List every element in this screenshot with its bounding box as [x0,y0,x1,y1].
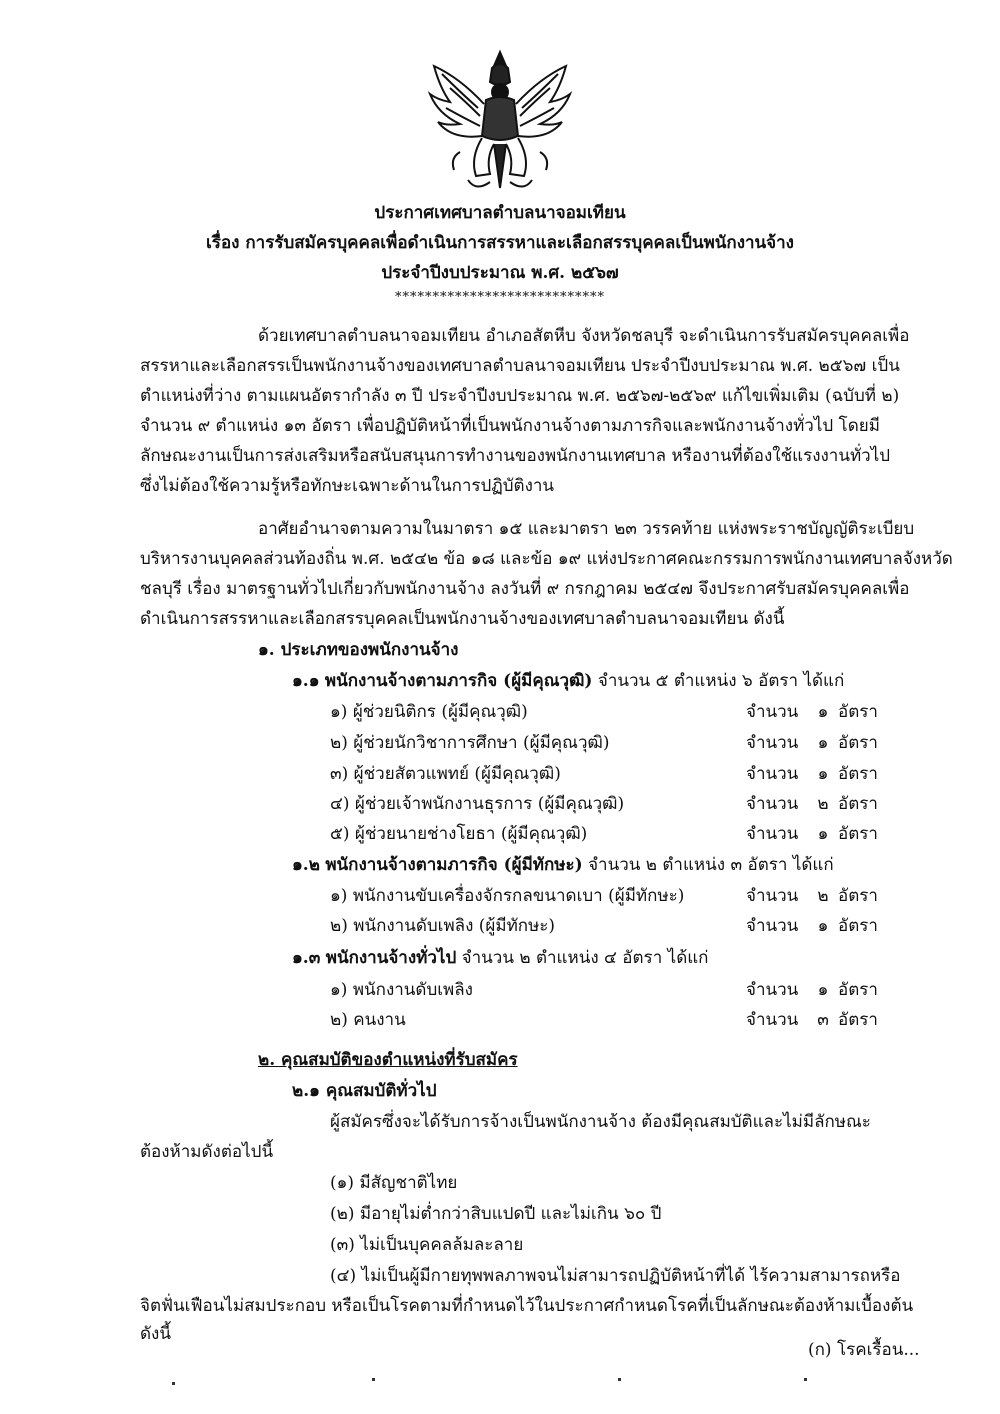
quota-number: ๓ [817,1010,829,1030]
announcement-title: ประกาศเทศบาลตำบลนาจอมเทียน [374,203,626,223]
quota-word: จำนวน [746,794,799,814]
qualification-item: (๓) ไม่เป็นบุคคลล้มละลาย [330,1235,524,1255]
quota-unit: อัตรา [838,824,878,844]
quota-word: จำนวน [746,916,799,936]
position-quota [746,820,878,847]
quota-number: ๑ [817,916,829,936]
group-heading [292,851,834,878]
group-title: พนักงานจ้างตามภารกิจ (ผู้มีทักษะ) [325,855,583,875]
group-title: พนักงานจ้างทั่วไป [325,948,457,968]
quota-word: จำนวน [746,702,799,722]
position-quota [746,976,878,1003]
position-label: ๓) ผู้ช่วยสัตวแพทย์ (ผู้มีคุณวุฒิ) [330,764,561,784]
quota-word: จำนวน [746,886,799,906]
quota-unit: อัตรา [838,764,878,784]
intro-p1-line: จำนวน ๙ ตำแหน่ง ๑๓ อัตรา เพื่อปฏิบัติหน้าที่เป็นพนักงานจ้างตามภารกิจและพนักงานจ้างทั่วไป โดยมี [140,416,880,436]
intro-p2-line: ดำเนินการสรรหาและเลือกสรรบุคคลเป็นพนักงานจ้างของเทศบาลตำบลนาจอมเทียน ดังนี้ [140,609,785,629]
group-heading [292,944,708,971]
intro-p1-line: ด้วยเทศบาลตำบลนาจอมเทียน อำเภอสัตหีบ จังหวัดชลบุรี จะดำเนินการรับสมัครบุคคลเพื่อ [258,326,910,346]
position-label: ๒) พนักงานดับเพลิง (ผู้มีทักษะ) [330,916,556,936]
quota-number: ๑ [817,824,829,844]
position-label: ๒) คนงาน [330,1010,406,1030]
intro-p1-line: สรรหาและเลือกสรรเป็นพนักงานจ้างของเทศบาลตำบลนาจอมเทียน ประจำปีงบประมาณ พ.ศ. ๒๕๖๗ เป็น [140,356,900,376]
group-number: ๑.๓ [292,948,321,968]
position-quota [746,729,878,756]
position-label: ๑) พนักงานขับเครื่องจักรกลขนาดเบา (ผู้มีทักษะ) [330,886,685,906]
quota-word: จำนวน [746,733,799,753]
quota-word: จำนวน [746,764,799,784]
position-quota [746,698,878,725]
quota-number: ๑ [817,702,829,722]
garuda-emblem-icon [420,48,580,198]
scan-speck [804,1378,807,1381]
position-label: ๔) ผู้ช่วยเจ้าพนักงานธุรการ (ผู้มีคุณวุฒิ) [330,794,625,814]
scan-speck [172,1382,175,1385]
intro-p1-line: ตำแหน่งที่ว่าง ตามแผนอัตรากำลัง ๓ ปี ประจำปีงบประมาณ พ.ศ. ๒๕๖๗-๒๕๖๙ แก้ไขเพิ่มเติม (ฉบับที่ ๒) [140,386,900,406]
quota-number: ๑ [817,980,829,1000]
qualification-item: (๔) ไม่เป็นผู้มีกายทุพพลภาพจนไม่สามารถปฏิบัติหน้าที่ได้ ไร้ความสามารถหรือ [330,1266,901,1286]
quota-number: ๒ [817,886,829,906]
section2-subheading: ๒.๑ คุณสมบัติทั่วไป [292,1081,437,1101]
qualification-item: (๒) มีอายุไม่ต่ำกว่าสิบแปดปี และไม่เกิน ๖๐ ปี [330,1204,662,1224]
quota-unit: อัตรา [838,1010,878,1030]
section1-heading: ๑. ประเภทของพนักงานจ้าง [258,640,459,660]
group-number: ๑.๒ [292,855,320,875]
group-summary: จำนวน ๒ ตำแหน่ง ๔ อัตรา ได้แก่ [461,948,709,968]
position-quota [746,790,878,817]
section2-heading: ๒. คุณสมบัติของตำแหน่งที่รับสมัคร [258,1050,518,1070]
position-label: ๒) ผู้ช่วยนักวิชาการศึกษา (ผู้มีคุณวุฒิ) [330,733,610,753]
position-quota [746,912,878,939]
continued-marker: (ก) โรคเรื้อน... [808,1340,920,1360]
intro-p1-line: ลักษณะงานเป็นการส่งเสริมหรือสนับสนุนการทำงานของพนักงานเทศบาล หรืองานที่ต้องใช้แรงงานทั่วไป [140,446,891,466]
qualification-item-cont: จิตฟั่นเฟือนไม่สมประกอบ หรือเป็นโรคตามที่กำหนดไว้ในประกาศกำหนดโรคที่เป็นลักษณะต้องห้ามเบื้องต้น [140,1296,914,1316]
intro-p2-line: บริหารงานบุคคลส่วนท้องถิ่น พ.ศ. ๒๕๔๒ ข้อ ๑๘ และข้อ ๑๙ แห่งประกาศคณะกรรมการพนักงานเทศบาลจังหวัด [140,549,953,569]
quota-number: ๑ [817,733,829,753]
quota-number: ๑ [817,764,829,784]
group-number: ๑.๑ [292,671,320,691]
group-heading [292,667,844,694]
quota-unit: อัตรา [838,886,878,906]
qualification-intro: ต้องห้ามดังต่อไปนี้ [140,1142,274,1162]
position-quota [746,760,878,787]
scan-speck [618,1378,621,1381]
group-summary: จำนวน ๕ ตำแหน่ง ๖ อัตรา ได้แก่ [597,671,845,691]
fiscal-year: ประจำปีงบประมาณ พ.ศ. ๒๕๖๗ [381,263,619,283]
quota-unit: อัตรา [838,980,878,1000]
quota-unit: อัตรา [838,733,878,753]
scan-speck [372,1378,375,1381]
position-quota [746,882,878,909]
qualification-item: (๑) มีสัญชาติไทย [330,1173,458,1193]
quota-word: จำนวน [746,1010,799,1030]
announcement-subject: เรื่อง การรับสมัครบุคคลเพื่อดำเนินการสรรหาและเลือกสรรบุคคลเป็นพนักงานจ้าง [206,233,794,253]
quota-word: จำนวน [746,980,799,1000]
quota-unit: อัตรา [838,794,878,814]
intro-p2-line: อาศัยอำนาจตามความในมาตรา ๑๕ และมาตรา ๒๓ วรรคท้าย แห่งพระราชบัญญัติระเบียบ [258,519,915,539]
quota-word: จำนวน [746,824,799,844]
separator: **************************** [395,290,605,305]
quota-number: ๒ [817,794,829,814]
qualification-item-cont: ดังนี้ [140,1324,171,1344]
qualification-intro: ผู้สมัครซึ่งจะได้รับการจ้างเป็นพนักงานจ้าง ต้องมีคุณสมบัติและไม่มีลักษณะ [330,1112,871,1132]
intro-p2-line: ชลบุรี เรื่อง มาตรฐานทั่วไปเกี่ยวกับพนักงานจ้าง ลงวันที่ ๙ กรกฎาคม ๒๕๔๗ จึงประกาศรับสมัครบุคคลเพื่อ [140,579,910,599]
quota-unit: อัตรา [838,702,878,722]
position-label: ๑) ผู้ช่วยนิติกร (ผู้มีคุณวุฒิ) [330,702,528,722]
group-summary: จำนวน ๒ ตำแหน่ง ๓ อัตรา ได้แก่ [588,855,834,875]
position-quota [746,1006,878,1033]
intro-p1-line: ซึ่งไม่ต้องใช้ความรู้หรือทักษะเฉพาะด้านในการปฏิบัติงาน [140,476,555,496]
group-title: พนักงานจ้างตามภารกิจ (ผู้มีคุณวุฒิ) [324,671,593,691]
quota-unit: อัตรา [838,916,878,936]
position-label: ๕) ผู้ช่วยนายช่างโยธา (ผู้มีคุณวุฒิ) [330,824,588,844]
position-label: ๑) พนักงานดับเพลิง [330,980,473,1000]
